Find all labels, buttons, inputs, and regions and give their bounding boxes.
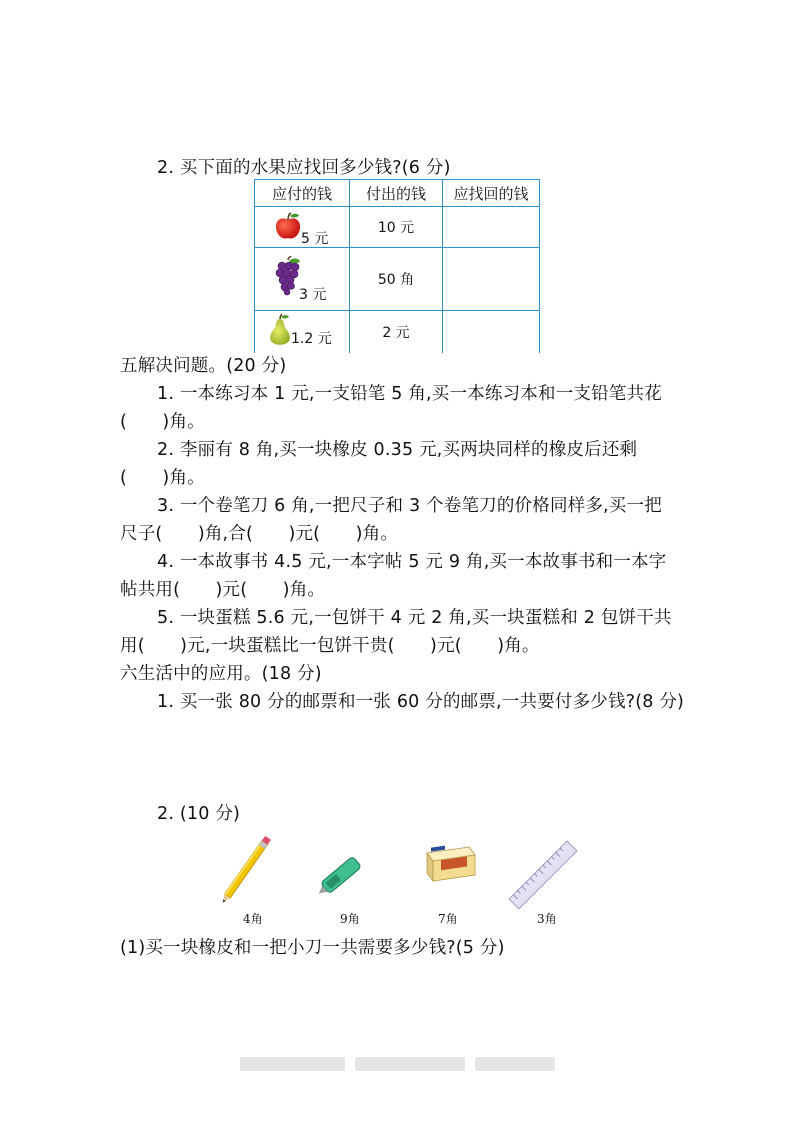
problem-line: 尺子( )角,合( )元( )角。 (120, 524, 399, 544)
problem-line: 帖共用( )元( )角。 (120, 580, 326, 600)
knife-icon (316, 852, 366, 898)
question-6-2-1: (1)买一块橡皮和一把小刀一共需要多少钱?(5 分) (120, 938, 505, 958)
table-header: 付出的钱 (350, 180, 443, 207)
table-row (255, 207, 540, 248)
change-cell[interactable] (443, 248, 540, 311)
pencil-icon (214, 826, 284, 906)
problem-line: 4. 一本故事书 4.5 元,一本字帖 5 元 9 角,买一本故事书和一本字 (157, 552, 667, 572)
section-5-title: 五解决问题。(20 分) (120, 356, 287, 376)
problem-line: 3. 一个卷笔刀 6 角,一把尺子和 3 个卷笔刀的价格同样多,买一把 (157, 496, 662, 516)
question-6-2: 2. (10 分) (157, 804, 241, 824)
apple-icon (273, 211, 303, 241)
price-text: 5 元 (301, 231, 329, 247)
fruit-change-table (254, 179, 540, 353)
change-cell[interactable] (443, 207, 540, 248)
ruler-icon (508, 840, 578, 910)
table-row (255, 248, 540, 311)
table-header: 应付的钱 (255, 180, 350, 207)
table-header: 应找回的钱 (443, 180, 540, 207)
item-price: 4角 (243, 912, 263, 926)
footer-blur (240, 1057, 345, 1071)
price-text: 1.2 元 (291, 331, 332, 347)
paid-cell: 2 元 (350, 311, 443, 354)
item-price: 3角 (537, 912, 557, 926)
question-6-1: 1. 买一张 80 分的邮票和一张 60 分的邮票,一共要付多少钱?(8 分) (157, 692, 685, 712)
eraser-icon (421, 843, 477, 885)
item-price: 9角 (340, 912, 360, 926)
footer-blur (475, 1057, 555, 1071)
problem-line: ( )角。 (120, 468, 205, 488)
pear-icon (267, 313, 293, 347)
section-6-title: 六生活中的应用。(18 分) (120, 664, 322, 684)
price-cell (255, 207, 350, 248)
paid-cell: 50 角 (350, 248, 443, 311)
change-cell[interactable] (443, 311, 540, 354)
grape-icon (275, 256, 301, 296)
question-2-title: 2. 买下面的水果应找回多少钱?(6 分) (157, 158, 451, 178)
price-text: 3 元 (299, 287, 327, 303)
paid-cell: 10 元 (350, 207, 443, 248)
problem-line: 5. 一块蛋糕 5.6 元,一包饼干 4 元 2 角,买一块蛋糕和 2 包饼干共 (157, 608, 672, 628)
footer-blur (355, 1057, 465, 1071)
table-row (255, 311, 540, 354)
problem-line: 用( )元,一块蛋糕比一包饼干贵( )元( )角。 (120, 636, 540, 656)
item-price: 7角 (438, 912, 458, 926)
problem-line: 1. 一本练习本 1 元,一支铅笔 5 角,买一本练习本和一支铅笔共花 (157, 384, 662, 404)
price-cell (255, 248, 350, 311)
problem-line: 2. 李丽有 8 角,买一块橡皮 0.35 元,买两块同样的橡皮后还剩 (157, 440, 638, 460)
problem-line: ( )角。 (120, 412, 205, 432)
price-cell (255, 311, 350, 354)
